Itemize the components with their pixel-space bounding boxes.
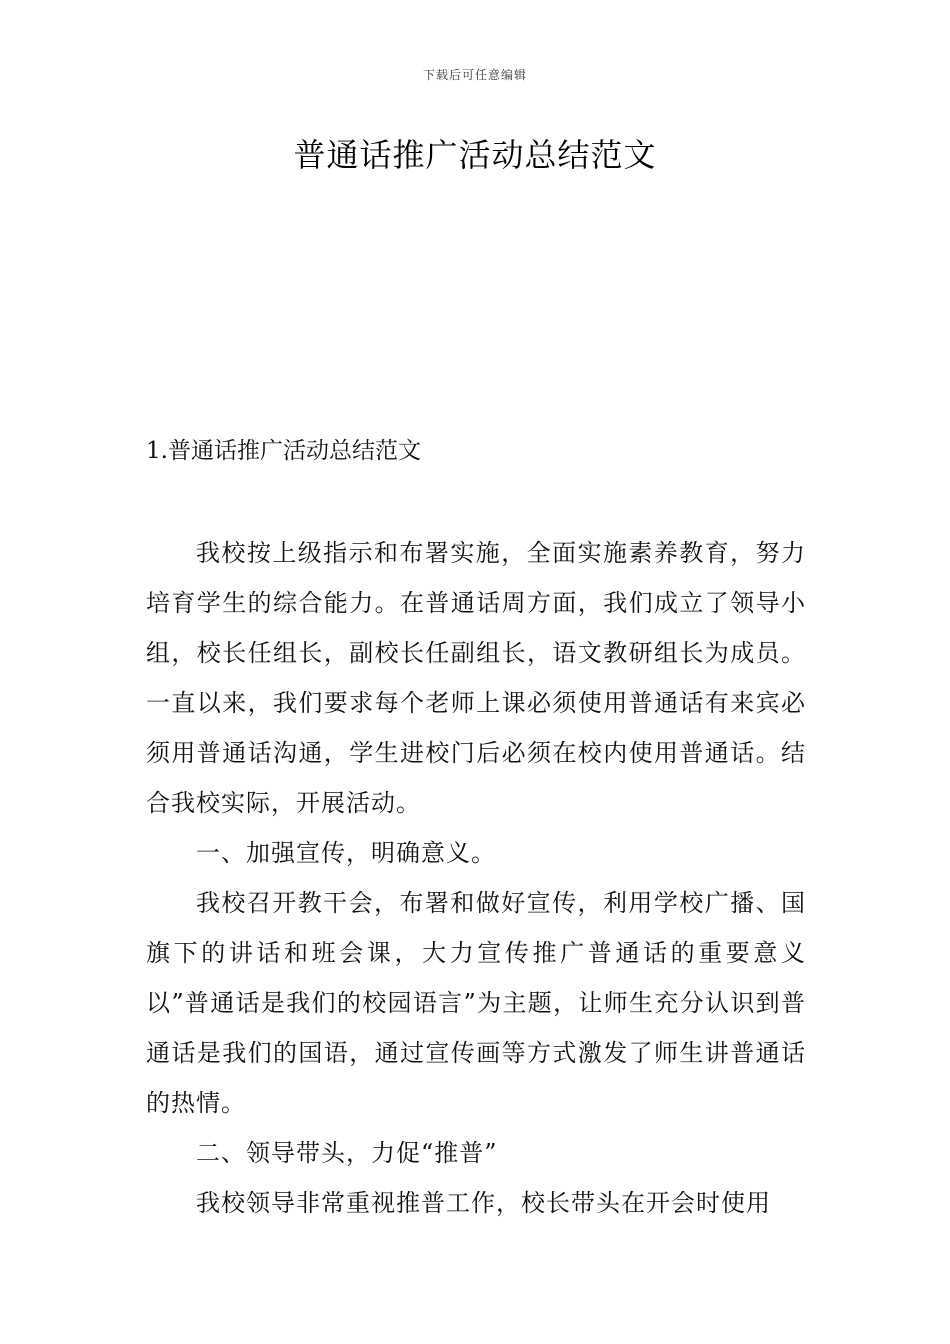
paragraph-leadership: 我校领导非常重视推普工作，校长带头在开会时使用 xyxy=(196,1189,771,1217)
paragraph-intro: 我校按上级指示和布署实施，全面实施素养教育，努力培育学生的综合能力。在普通话周方面，我们成立了领导小组，校长任组长，副校长任副组长，语文教研组长为成员。一直以来，我们要求每个老师上课必须使用普通话有来宾必须用普通话沟通，学生进校门后必须在校内使用普通话。结合我校实际，开展活动。 xyxy=(146,539,806,817)
section-heading: 1.普通话推广活动总结范文 xyxy=(146,438,421,464)
paragraph-heading-two: 二、领导带头，力促“推普” xyxy=(196,1139,498,1167)
document-title: 普通话推广活动总结范文 xyxy=(293,136,657,174)
paragraph-publicity: 我校召开教干会，布署和做好宣传，利用学校广播、国旗下的讲话和班会课，大力宣传推广普通话的重要意义以”普通话是我们的校园语言”为主题，让师生充分认识到普通话是我们的国语，通过宣传画等方式激发了师生讲普通话的热情。 xyxy=(146,889,806,1117)
paragraph-heading-one: 一、加强宣传，明确意义。 xyxy=(196,839,496,867)
document-body xyxy=(146,528,806,1228)
header-note: 下载后可任意编辑 xyxy=(422,68,527,82)
